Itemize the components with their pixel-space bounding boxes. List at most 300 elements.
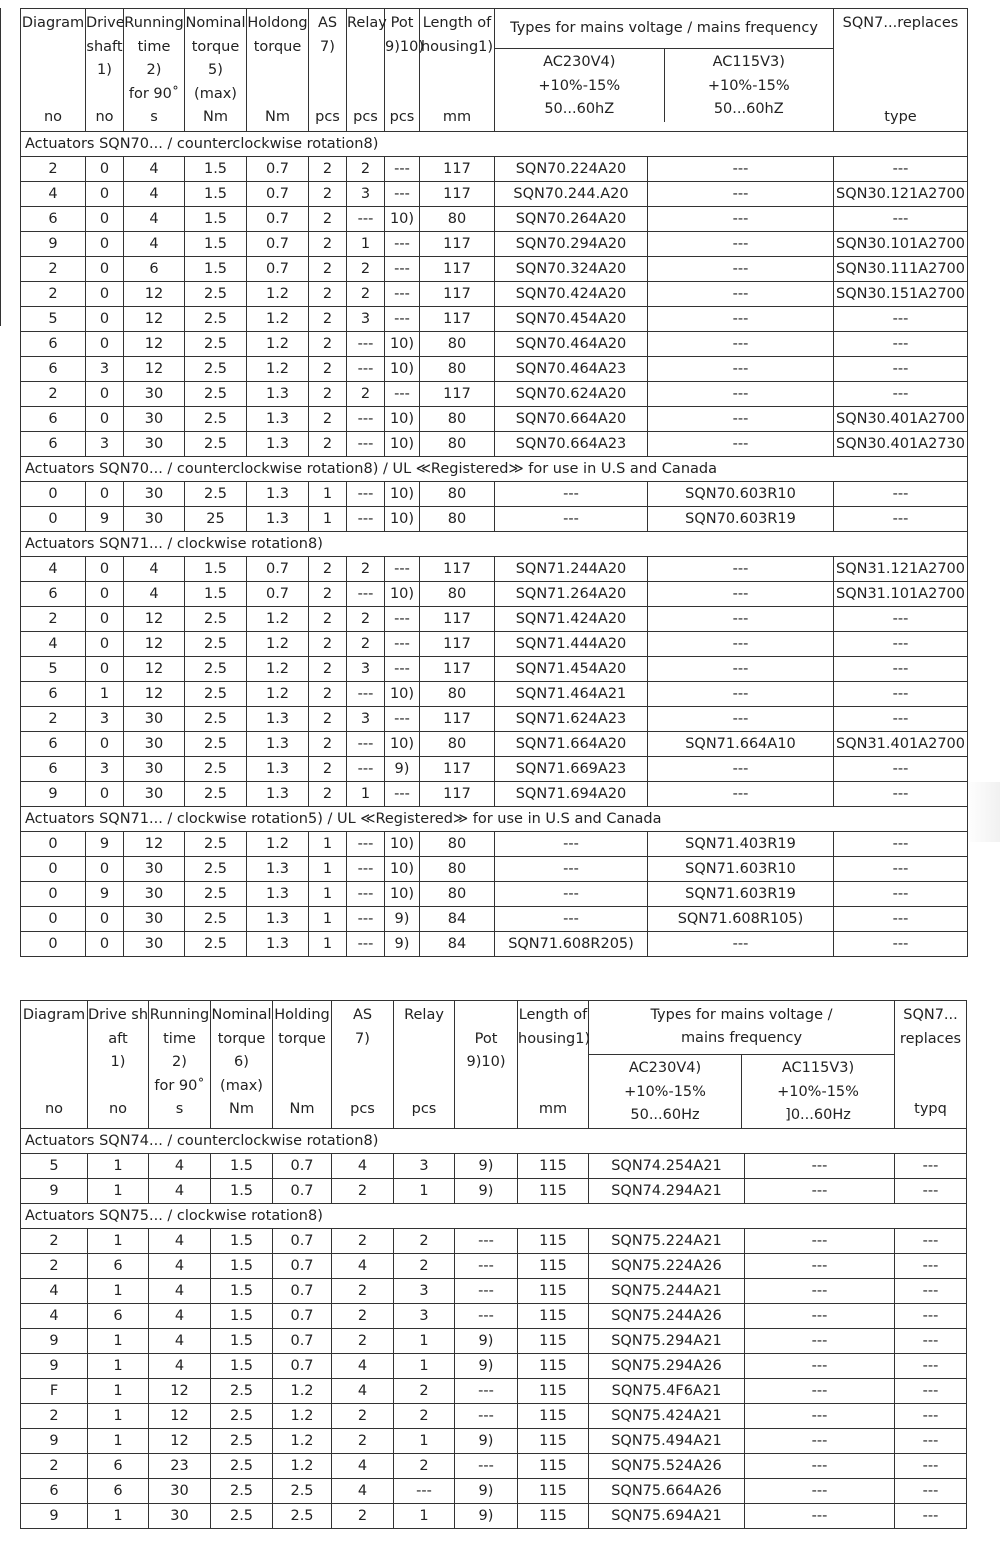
table-cell: 4 (332, 1153, 394, 1178)
table-cell: 30 (124, 857, 185, 882)
table-cell: 80 (420, 732, 495, 757)
table-cell: 2 (21, 1228, 88, 1253)
table-cell: 3 (86, 707, 124, 732)
scan-shadow (966, 782, 1000, 842)
table-cell: 10) (385, 857, 420, 882)
table-cell: 0.7 (247, 182, 309, 207)
table-cell: 1.3 (247, 432, 309, 457)
table-cell: SQN71.624A23 (495, 707, 648, 732)
table-row (21, 657, 968, 682)
table-cell: --- (347, 932, 385, 957)
table-cell: --- (834, 482, 968, 507)
table-cell: 1 (309, 832, 347, 857)
table-cell: 4 (149, 1253, 211, 1278)
table-row (21, 1228, 967, 1253)
table-cell: 2.5 (185, 382, 247, 407)
table-cell: 1.2 (273, 1403, 332, 1428)
table-cell: 1.3 (247, 507, 309, 532)
table-cell: 0 (86, 232, 124, 257)
table-cell: SQN31.121A2700 (834, 557, 968, 582)
table-cell: 30 (149, 1503, 211, 1528)
table-cell: 2 (309, 207, 347, 232)
table-cell: 0 (86, 257, 124, 282)
voltage-frequency-header (495, 9, 834, 132)
table-cell: 10) (385, 407, 420, 432)
table-cell: --- (455, 1453, 518, 1478)
header-line: 2) (146, 62, 162, 78)
table-cell: 12 (124, 307, 185, 332)
header-line: Holding (274, 1007, 330, 1023)
header-line: SQN7...replaces (842, 15, 959, 31)
table-cell: 30 (124, 432, 185, 457)
table-cell: --- (385, 607, 420, 632)
header-row (21, 1001, 967, 1129)
table-cell: 6 (21, 407, 86, 432)
table-cell: SQN30.121A2700 (834, 182, 968, 207)
table-cell: 1 (394, 1503, 455, 1528)
table-cell: 2 (394, 1228, 455, 1253)
header-line: mm (538, 1101, 568, 1117)
table-cell: --- (385, 557, 420, 582)
table-cell: 115 (518, 1153, 589, 1178)
table-cell: 3 (347, 657, 385, 682)
table-cell: 12 (149, 1428, 211, 1453)
table-cell: SQN75.4F6A21 (589, 1378, 745, 1403)
table-cell: 1 (309, 932, 347, 957)
table-cell: 12 (124, 282, 185, 307)
table-cell: 80 (420, 882, 495, 907)
table-cell: 1.2 (247, 682, 309, 707)
table-cell: --- (385, 257, 420, 282)
table-cell: 6 (124, 257, 185, 282)
header-line: typq (914, 1101, 947, 1117)
header-line (834, 36, 967, 60)
table-cell: --- (834, 507, 968, 532)
table-cell: 4 (124, 232, 185, 257)
types-header: Types for mains voltage / mains frequency (510, 20, 818, 36)
table-cell: 1.5 (211, 1303, 273, 1328)
table-cell: SQN75.294A21 (589, 1328, 745, 1353)
header-line: time (163, 1030, 196, 1047)
header-line: Pot (390, 15, 414, 31)
table-cell: --- (895, 1278, 967, 1303)
table-cell: 4 (149, 1178, 211, 1203)
table-cell: 2.5 (185, 407, 247, 432)
ac115-line: ]0...60Hz (785, 1107, 851, 1123)
table-cell: 117 (420, 632, 495, 657)
table-cell: --- (745, 1303, 895, 1328)
table-cell: 6 (21, 757, 86, 782)
table-cell: 2 (347, 607, 385, 632)
header-line (420, 59, 494, 83)
table-cell: SQN70.454A20 (495, 307, 648, 332)
table-cell: SQN70.464A23 (495, 357, 648, 382)
table-cell: 2 (332, 1428, 394, 1453)
table-cell: 1.5 (185, 157, 247, 182)
table-cell: 6 (21, 732, 86, 757)
table-row (21, 857, 968, 882)
header-line: 7) (320, 38, 335, 55)
header-line: Nm (289, 1101, 315, 1117)
header-line (518, 1051, 588, 1075)
table-cell: SQN70.603R10 (648, 482, 834, 507)
header-line (21, 1075, 87, 1099)
table-cell: 30 (124, 707, 185, 732)
table-cell: --- (648, 782, 834, 807)
table-cell: --- (347, 432, 385, 457)
table-cell: 117 (420, 282, 495, 307)
table-cell: 1.3 (247, 732, 309, 757)
table-row (21, 207, 968, 232)
column-header (385, 9, 424, 132)
table-cell: 3 (394, 1153, 455, 1178)
table-cell: 2.5 (185, 932, 247, 957)
table-cell: 5 (21, 1153, 88, 1178)
table-cell: 0.7 (247, 207, 309, 232)
table-cell: 10) (385, 207, 420, 232)
table-cell: 10) (385, 582, 420, 607)
table-cell: --- (455, 1303, 518, 1328)
table-cell: 0 (86, 782, 124, 807)
table-cell: 3 (347, 707, 385, 732)
table-cell: 4 (332, 1378, 394, 1403)
column-header (332, 1001, 394, 1129)
table-cell: 2 (332, 1278, 394, 1303)
table-row (21, 1328, 967, 1353)
table-cell: 10) (385, 357, 420, 382)
table-cell: 0 (21, 832, 86, 857)
table-cell: 117 (420, 232, 495, 257)
actuator-table-2 (20, 1000, 967, 1529)
table-cell: 9) (385, 907, 420, 932)
table-cell: SQN71.464A21 (495, 682, 648, 707)
table-cell: SQN30.101A2700 (834, 232, 968, 257)
table-cell: 1 (88, 1153, 149, 1178)
table-cell: 2.5 (185, 307, 247, 332)
table-cell: 2 (394, 1378, 455, 1403)
table-cell: 2.5 (185, 832, 247, 857)
header-line (247, 59, 308, 83)
header-row (21, 9, 968, 132)
table-cell: 2 (347, 632, 385, 657)
ac115-line: 50...60hZ (713, 101, 784, 117)
table-cell: 1.5 (185, 557, 247, 582)
table-cell: --- (745, 1353, 895, 1378)
table-cell: 2 (347, 257, 385, 282)
table-cell: 2.5 (185, 757, 247, 782)
table-cell: --- (648, 332, 834, 357)
header-line (86, 83, 123, 107)
table-cell: --- (495, 882, 648, 907)
table-cell: 2.5 (211, 1503, 273, 1528)
table-cell: 80 (420, 357, 495, 382)
header-line: Nm (203, 109, 228, 125)
table-cell: 1 (88, 1403, 149, 1428)
table-cell: 30 (124, 407, 185, 432)
table-cell: SQN74.294A21 (589, 1178, 745, 1203)
table-cell: 2 (309, 707, 347, 732)
table-cell: 2 (309, 157, 347, 182)
table-cell: 9 (86, 882, 124, 907)
table-cell: SQN70.294A20 (495, 232, 648, 257)
table-cell: 2 (394, 1453, 455, 1478)
table-cell: --- (648, 632, 834, 657)
table-cell: --- (495, 832, 648, 857)
table-cell: 2.5 (185, 707, 247, 732)
table-cell: --- (834, 782, 968, 807)
table-cell: 117 (420, 607, 495, 632)
table-cell: 4 (149, 1353, 211, 1378)
table-cell: 0 (21, 482, 86, 507)
table-cell: 12 (124, 632, 185, 657)
table-cell: --- (347, 757, 385, 782)
table-cell: 10) (385, 507, 420, 532)
table-cell: 115 (518, 1278, 589, 1303)
header-line (895, 1051, 966, 1075)
table-row (21, 1453, 967, 1478)
table-cell: 1.3 (247, 882, 309, 907)
table-cell: --- (895, 1453, 967, 1478)
table-cell: 6 (88, 1453, 149, 1478)
table-cell: 1.2 (247, 832, 309, 857)
table-cell: 2 (332, 1503, 394, 1528)
table-cell: --- (834, 657, 968, 682)
table-cell: --- (834, 757, 968, 782)
table-row (21, 1153, 967, 1178)
header-line: Pot (474, 1030, 498, 1047)
table-cell: --- (834, 357, 968, 382)
table-cell: --- (745, 1503, 895, 1528)
table-cell: 0 (86, 732, 124, 757)
table-cell: 4 (21, 1303, 88, 1328)
table-cell: F (21, 1378, 88, 1403)
table-cell: 0 (86, 657, 124, 682)
table-row (21, 1403, 967, 1428)
table-cell: --- (648, 382, 834, 407)
table-cell: --- (385, 382, 420, 407)
header-line: torque (253, 38, 302, 55)
header-line: 7) (355, 1030, 370, 1047)
table-cell: 2 (347, 282, 385, 307)
table-cell: 2 (21, 1453, 88, 1478)
table-cell: 6 (21, 1478, 88, 1503)
header-line (347, 83, 384, 107)
table-cell: --- (895, 1428, 967, 1453)
table-cell: --- (834, 332, 968, 357)
table-cell: --- (745, 1403, 895, 1428)
table-cell: 4 (149, 1328, 211, 1353)
table-cell: 9 (21, 1328, 88, 1353)
header-line: Nominal (185, 15, 246, 31)
table-cell: 1 (309, 482, 347, 507)
column-header (21, 9, 86, 132)
table-cell: 2.5 (185, 682, 247, 707)
table-cell: 2.5 (211, 1428, 273, 1453)
table-cell: --- (895, 1178, 967, 1203)
table-cell: --- (895, 1353, 967, 1378)
table-cell: --- (834, 157, 968, 182)
table-cell: 1.5 (211, 1353, 273, 1378)
table-cell: 4 (149, 1303, 211, 1328)
table-cell: 1.3 (247, 782, 309, 807)
table-cell: 117 (420, 557, 495, 582)
table-cell: --- (385, 632, 420, 657)
table-cell: 4 (124, 582, 185, 607)
table-cell: SQN71.694A20 (495, 782, 648, 807)
table-cell: 1.2 (247, 332, 309, 357)
table-cell: --- (455, 1378, 518, 1403)
column-header (88, 1001, 149, 1129)
table-cell: 115 (518, 1503, 589, 1528)
table-cell: 2 (309, 407, 347, 432)
ac230-header (495, 49, 664, 122)
table-cell: --- (495, 482, 648, 507)
table-cell: 1.3 (247, 907, 309, 932)
table-cell: 2 (309, 632, 347, 657)
table-cell: --- (895, 1503, 967, 1528)
table-cell: 2 (309, 257, 347, 282)
table-row (21, 682, 968, 707)
header-line: for 90˚ (128, 85, 180, 102)
section-row (21, 1128, 967, 1153)
column-header (124, 9, 185, 132)
table-cell: --- (834, 907, 968, 932)
table-cell: 9) (455, 1478, 518, 1503)
header-line: Running (124, 15, 184, 31)
header-line: no (108, 1101, 128, 1117)
table-row (21, 782, 968, 807)
table-cell: SQN70.264A20 (495, 207, 648, 232)
header-line (394, 1051, 454, 1075)
table-cell: --- (347, 682, 385, 707)
table-cell: 1 (394, 1353, 455, 1378)
table-cell: SQN30.111A2700 (834, 257, 968, 282)
table-row (21, 432, 968, 457)
table-row (21, 1178, 967, 1203)
table-cell: 1.2 (247, 357, 309, 382)
table-row (21, 907, 968, 932)
section-row (21, 532, 968, 557)
table-cell: 2 (309, 732, 347, 757)
header-line: pcs (353, 109, 378, 125)
table-cell: --- (648, 932, 834, 957)
table-cell: --- (347, 507, 385, 532)
table-cell: 1 (394, 1428, 455, 1453)
table-cell: 30 (124, 907, 185, 932)
table-cell: 1.2 (273, 1378, 332, 1403)
table-cell: 2 (332, 1328, 394, 1353)
header-line (347, 59, 384, 83)
table-row (21, 382, 968, 407)
table-cell: 5 (21, 657, 86, 682)
table-row (21, 357, 968, 382)
table-cell: 1 (88, 1228, 149, 1253)
header-line: pcs (389, 109, 415, 125)
table-cell: --- (385, 657, 420, 682)
header-line (347, 36, 384, 60)
table-cell: 1.3 (247, 407, 309, 432)
table-cell: 30 (124, 932, 185, 957)
table-cell: 1.3 (247, 857, 309, 882)
table-cell: 9 (21, 782, 86, 807)
table-cell: 80 (420, 832, 495, 857)
header-line (394, 1028, 454, 1052)
types-header (589, 1001, 894, 1050)
table-cell: 115 (518, 1428, 589, 1453)
header-line: Nm (265, 109, 290, 125)
table-cell: 3 (86, 432, 124, 457)
table-cell: 0 (86, 307, 124, 332)
table-cell: --- (834, 632, 968, 657)
table-cell: 2.5 (211, 1378, 273, 1403)
header-line: housing1) (518, 1030, 591, 1047)
header-line: type (884, 109, 917, 125)
header-line: (max) (194, 85, 237, 102)
ac230-header (589, 1055, 741, 1128)
table-row (21, 282, 968, 307)
table-cell: SQN30.151A2700 (834, 282, 968, 307)
table-cell: 80 (420, 482, 495, 507)
table-cell: 84 (420, 907, 495, 932)
table-cell: 3 (347, 307, 385, 332)
table-cell: 12 (124, 607, 185, 632)
table-cell: 2 (309, 182, 347, 207)
table-cell: 10) (385, 732, 420, 757)
table-row (21, 832, 968, 857)
table-cell: 9) (455, 1353, 518, 1378)
table-cell: 0 (21, 507, 86, 532)
table-cell: 115 (518, 1178, 589, 1203)
table-cell: 1 (88, 1428, 149, 1453)
table-cell: --- (385, 232, 420, 257)
table-cell: --- (347, 907, 385, 932)
table-cell: 0.7 (247, 157, 309, 182)
table-cell: 115 (518, 1378, 589, 1403)
voltage-split (589, 1054, 894, 1128)
table-cell: 6 (88, 1478, 149, 1503)
table-cell: 1 (309, 507, 347, 532)
table-cell: 25 (185, 507, 247, 532)
ac230-line: +10%-15% (624, 1083, 706, 1100)
table-cell: 2 (309, 657, 347, 682)
table-cell: 1 (88, 1378, 149, 1403)
table-cell: 4 (149, 1278, 211, 1303)
table-cell: 4 (332, 1453, 394, 1478)
table-cell: 2 (347, 382, 385, 407)
table-cell: 2 (309, 757, 347, 782)
table-cell: 6 (21, 332, 86, 357)
table-cell: 0 (86, 382, 124, 407)
table-cell: 6 (21, 582, 86, 607)
table-cell: --- (648, 232, 834, 257)
table-cell: 2.5 (185, 432, 247, 457)
ac230-line: AC230V4) (543, 54, 616, 70)
table-cell: 2.5 (211, 1403, 273, 1428)
table-row (21, 1378, 967, 1403)
table-cell: --- (455, 1278, 518, 1303)
header-line (455, 1075, 517, 1099)
table-row (21, 232, 968, 257)
table-cell: 9) (385, 932, 420, 957)
table-cell: 0 (86, 907, 124, 932)
table-cell: 9 (86, 507, 124, 532)
table-cell: 1 (394, 1328, 455, 1353)
header-line (88, 1075, 148, 1099)
table-cell: --- (648, 582, 834, 607)
table-cell: 0.7 (273, 1153, 332, 1178)
table-cell: 30 (124, 507, 185, 532)
table-cell: 0 (86, 407, 124, 432)
